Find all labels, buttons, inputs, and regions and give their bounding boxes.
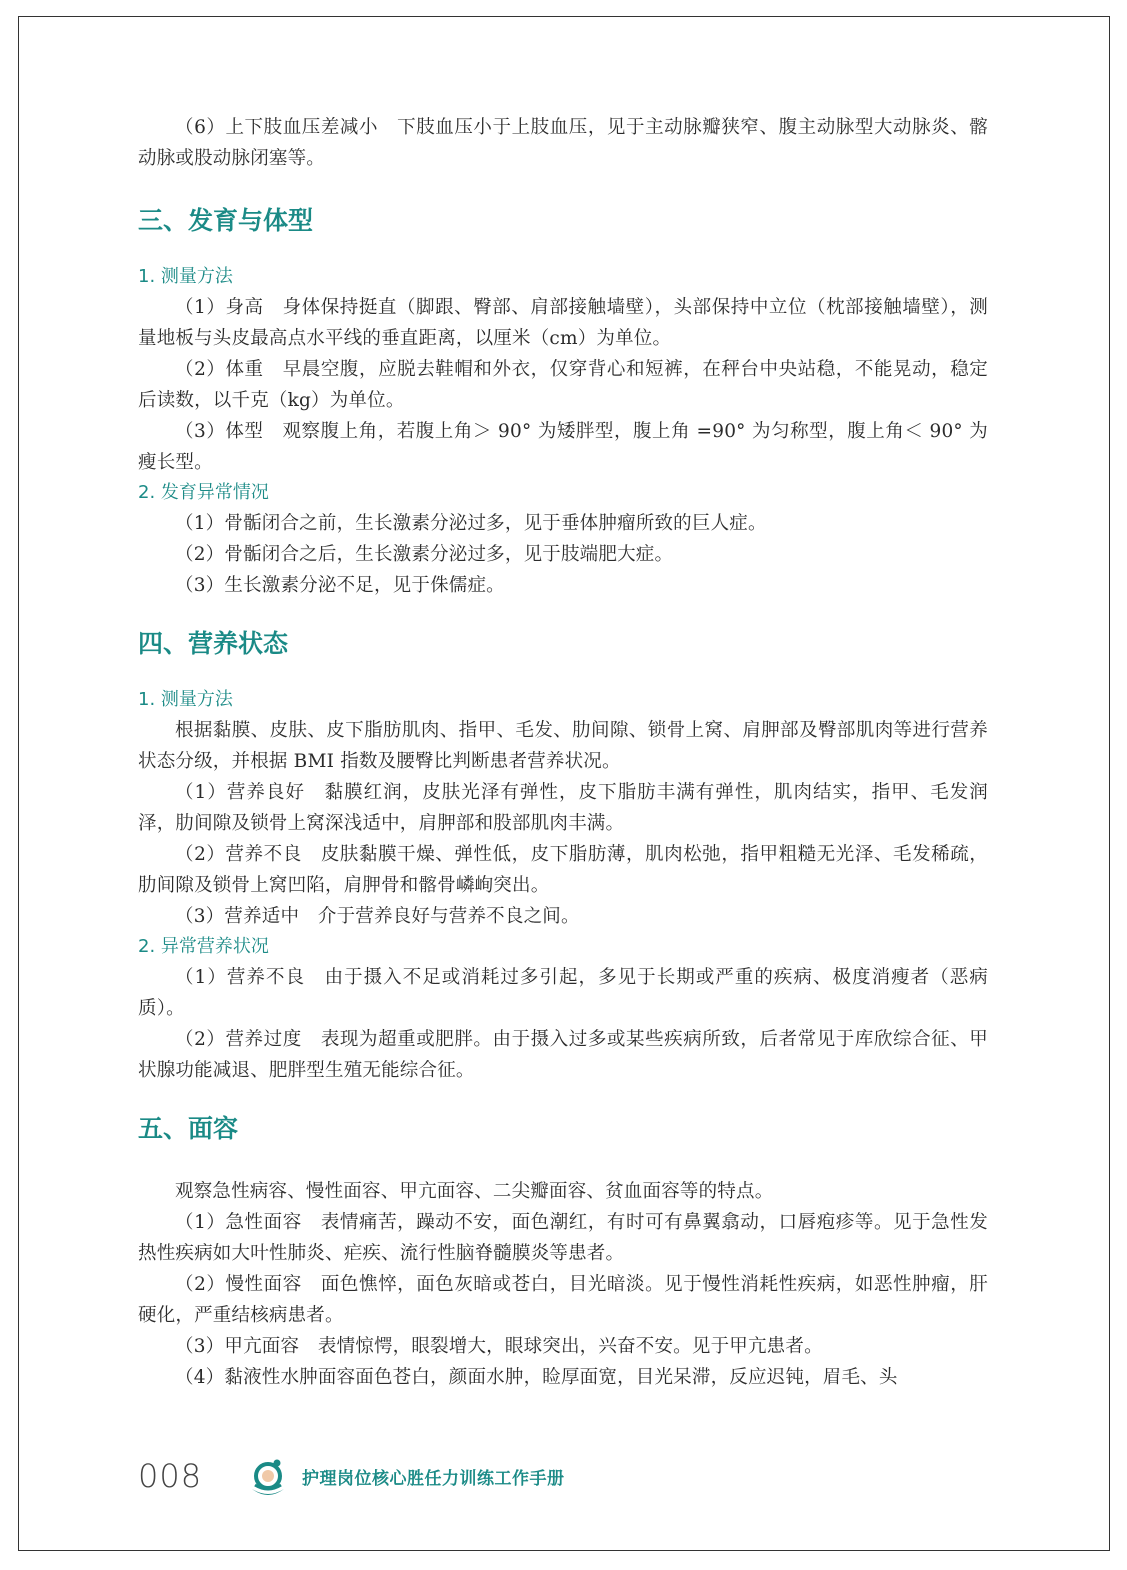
section-facial-features [138,1112,988,1393]
paragraph: 根据黏膜、皮肤、皮下脂肪肌肉、指甲、毛发、肋间隙、锁骨上窝、肩胛部及臀部肌肉等进行营养状态分级，并根据 BMI 指数及腰臀比判断患者营养状况。 [138,720,988,772]
paragraph: （1）骨骺闭合之前，生长激素分泌过多，见于垂体肿瘤所致的巨人症。 [175,513,767,534]
paragraph: （2）体重 早晨空腹，应脱去鞋帽和外衣，仅穿背心和短裤，在秤台中央站稳，不能晃动，稳定后读数，以千克（kg）为单位。 [138,359,988,411]
paragraph: （2）慢性面容 面色憔悴，面色灰暗或苍白，目光暗淡。见于慢性消耗性疾病，如恶性肿瘤，肝硬化，严重结核病患者。 [138,1274,988,1326]
section-title: 五、面容 [138,1114,239,1143]
section-title: 四、营养状态 [138,629,289,658]
paragraph: （1）营养良好 黏膜红润，皮肤光泽有弹性，皮下脂肪丰满有弹性，肌肉结实，指甲、毛发润泽，肋间隙及锁骨上窝深浅适中，肩胛部和股部肌肉丰满。 [138,782,988,834]
subheading: 2. 发育异常情况 [138,482,269,503]
intro-paragraph: （6）上下肢血压差减小 下肢血压小于上肢血压，见于主动脉瓣狭窄、腹主动脉型大动脉炎、髂动脉或股动脉闭塞等。 [138,117,988,169]
page-border-right [1109,16,1110,1551]
paragraph: （3）营养适中 介于营养良好与营养不良之间。 [175,906,580,927]
paragraph: （2）骨骺闭合之后，生长激素分泌过多，见于肢端肥大症。 [175,544,674,565]
section-development [138,204,988,601]
paragraph: （1）急性面容 表情痛苦，躁动不安，面色潮红，有时可有鼻翼翕动，口唇疱疹等。见于急性发热性疾病如大叶性肺炎、疟疾、流行性脑脊髓膜炎等患者。 [138,1212,988,1264]
paragraph: （3）体型 观察腹上角，若腹上角＞ 90° 为矮胖型，腹上角 =90° 为匀称型，腹上角＜ 90° 为瘦长型。 [138,421,988,473]
page-footer [138,1455,838,1505]
paragraph: （4）黏液性水肿面容面色苍白，颜面水肿，睑厚面宽，目光呆滞，反应迟钝，眉毛、头 [175,1367,898,1388]
section-nutrition [138,627,988,1086]
page-content [138,112,988,1393]
paragraph: （2）营养不良 皮肤黏膜干燥、弹性低，皮下脂肪薄，肌肉松弛，指甲粗糙无光泽、毛发稀疏，肋间隙及锁骨上窝凹陷，肩胛骨和髂骨嶙峋突出。 [138,844,988,896]
page-border-bottom [18,1550,1110,1551]
subheading: 1. 测量方法 [138,689,233,710]
nursing-care-logo-icon [246,1455,290,1499]
paragraph: （3）生长激素分泌不足，见于侏儒症。 [175,575,505,596]
book-title: 护理岗位核心胜任力训练工作手册 [302,1469,565,1489]
page-border-left [18,16,19,1550]
page-border-top [18,16,1110,17]
subheading: 2. 异常营养状况 [138,936,269,957]
subheading: 1. 测量方法 [138,266,233,287]
paragraph: （3）甲亢面容 表情惊愕，眼裂增大，眼球突出，兴奋不安。见于甲亢患者。 [175,1336,823,1357]
paragraph: （1）身高 身体保持挺直（脚跟、臀部、肩部接触墙壁），头部保持中立位（枕部接触墙壁），测量地板与头皮最高点水平线的垂直距离，以厘米（cm）为单位。 [138,297,988,349]
page-number: 008 [138,1457,203,1495]
paragraph: （2）营养过度 表现为超重或肥胖。由于摄入过多或某些疾病所致，后者常见于库欣综合征、甲状腺功能减退、肥胖型生殖无能综合征。 [138,1029,988,1081]
paragraph: 观察急性病容、慢性面容、甲亢面容、二尖瓣面容、贫血面容等的特点。 [175,1181,774,1202]
paragraph: （1）营养不良 由于摄入不足或消耗过多引起，多见于长期或严重的疾病、极度消瘦者（恶病质）。 [138,967,988,1019]
section-title: 三、发育与体型 [138,206,314,235]
